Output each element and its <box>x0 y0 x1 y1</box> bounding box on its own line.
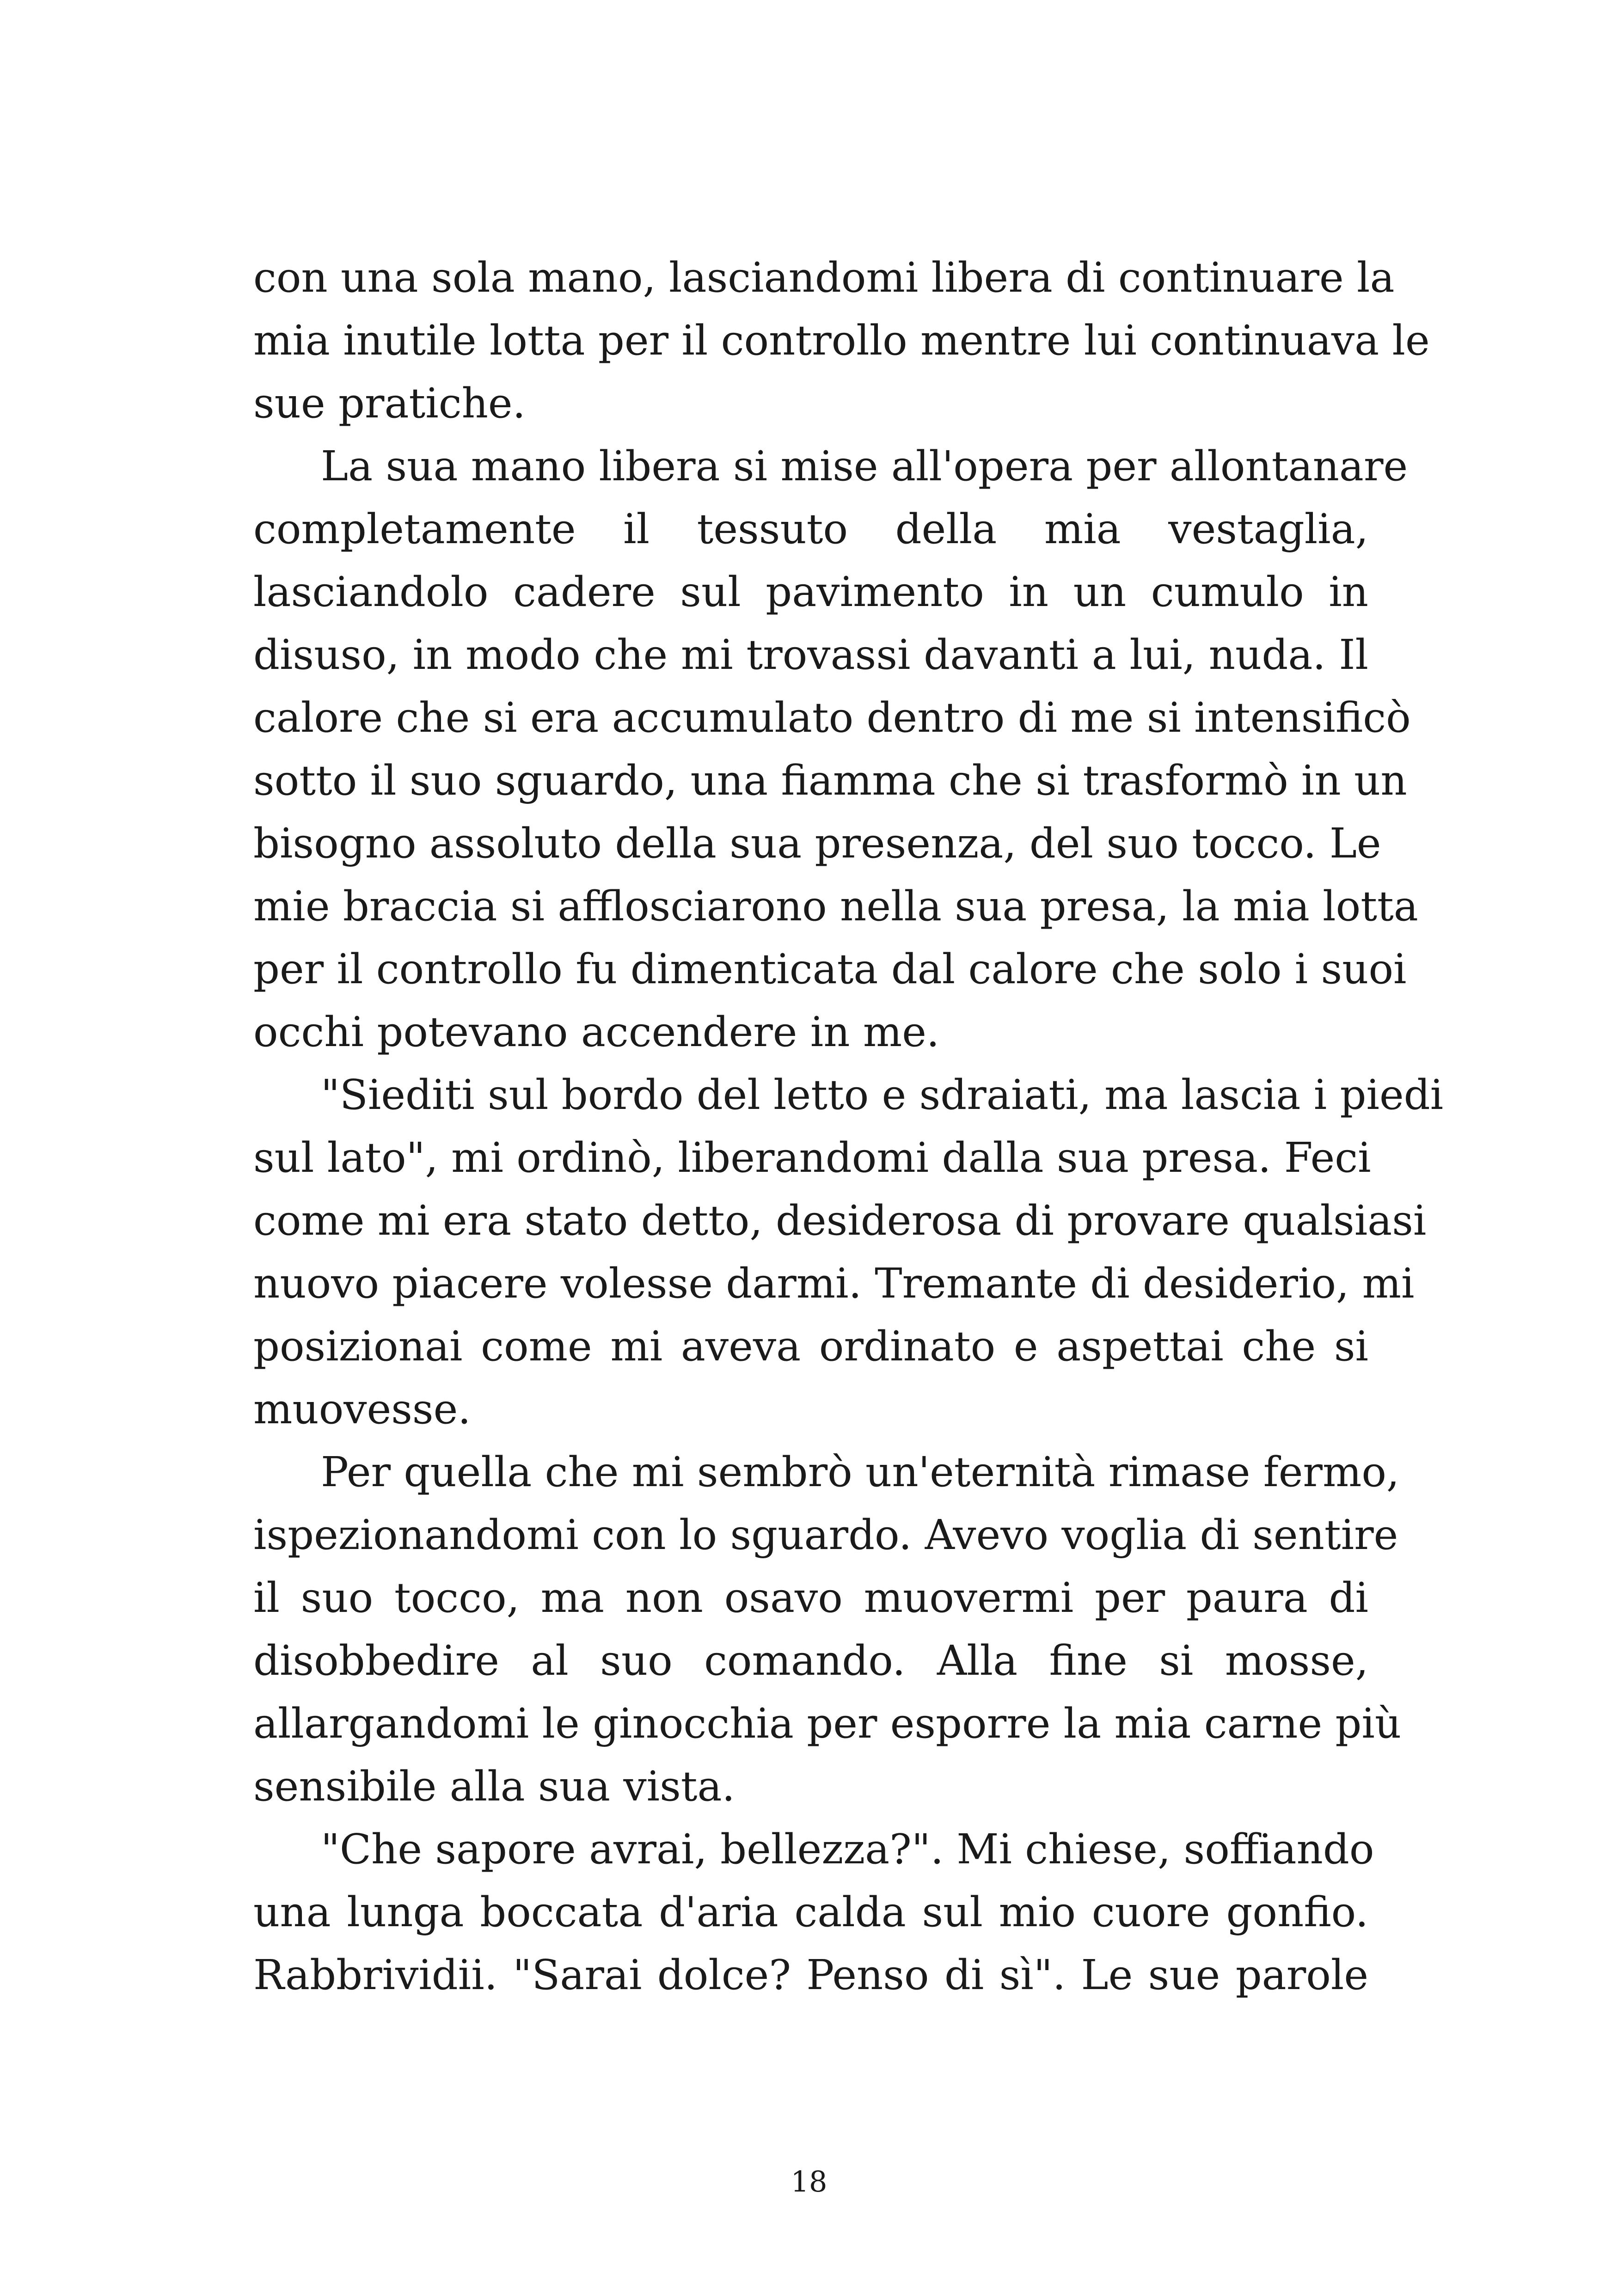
text-line: La sua mano libera si mise all'opera per allontanare <box>321 442 1408 490</box>
text-line: bisogno assoluto della sua presenza, del suo tocco. Le <box>253 819 1381 867</box>
text-line: per il controllo fu dimenticata dal calore che solo i suoi <box>253 945 1407 993</box>
text-line: nuovo piacere volesse darmi. Tremante di desiderio, mi <box>253 1259 1415 1307</box>
text-line: sotto il suo sguardo, una fiamma che si trasformò in un <box>253 756 1407 804</box>
body-text <box>253 246 1444 2006</box>
text-line: calore che si era accumulato dentro di me si intensificò <box>253 693 1411 741</box>
page-number: 18 <box>791 2165 827 2198</box>
text-line: Rabbrividii. "Sarai dolce? Penso di sì". Le sue parole <box>253 1951 1368 1999</box>
text-line: mie braccia si afflosciarono nella sua presa, la mia lotta <box>253 882 1418 930</box>
text-line: il suo tocco, ma non osavo muovermi per paura di <box>253 1574 1368 1622</box>
text-line: occhi potevano accendere in me. <box>253 1008 940 1056</box>
text-line: una lunga boccata d'aria calda sul mio cuore gonfio. <box>253 1888 1368 1936</box>
text-line: lasciandolo cadere sul pavimento in un cumulo in <box>253 568 1368 616</box>
text-line: muovesse. <box>253 1385 471 1433</box>
text-line: "Siediti sul bordo del letto e sdraiati, ma lascia i piedi <box>321 1071 1444 1119</box>
text-line: con una sola mano, lasciandomi libera di continuare la <box>253 253 1395 301</box>
text-line: completamente il tessuto della mia vestaglia, <box>253 505 1368 553</box>
text-line: posizionai come mi aveva ordinato e aspettai che si <box>253 1322 1368 1370</box>
text-line: ispezionandomi con lo sguardo. Avevo voglia di sentire <box>253 1511 1398 1559</box>
text-line: allargandomi le ginocchia per esporre la mia carne più <box>253 1699 1402 1747</box>
text-line: "Che sapore avrai, bellezza?". Mi chiese, soffiando <box>321 1825 1374 1873</box>
text-line: mia inutile lotta per il controllo mentre lui continuava le <box>253 316 1430 364</box>
text-line: sensibile alla sua vista. <box>253 1762 735 1810</box>
text-line: come mi era stato detto, desiderosa di provare qualsiasi <box>253 1196 1427 1244</box>
text-line: sue pratiche. <box>253 379 526 427</box>
text-line: sul lato", mi ordinò, liberandomi dalla sua presa. Feci <box>253 1133 1371 1182</box>
text-line: disuso, in modo che mi trovassi davanti a lui, nuda. Il <box>253 631 1368 679</box>
text-line: Per quella che mi sembrò un'eternità rimase fermo, <box>321 1448 1400 1496</box>
text-line: disobbedire al suo comando. Alla fine si mosse, <box>253 1636 1368 1684</box>
